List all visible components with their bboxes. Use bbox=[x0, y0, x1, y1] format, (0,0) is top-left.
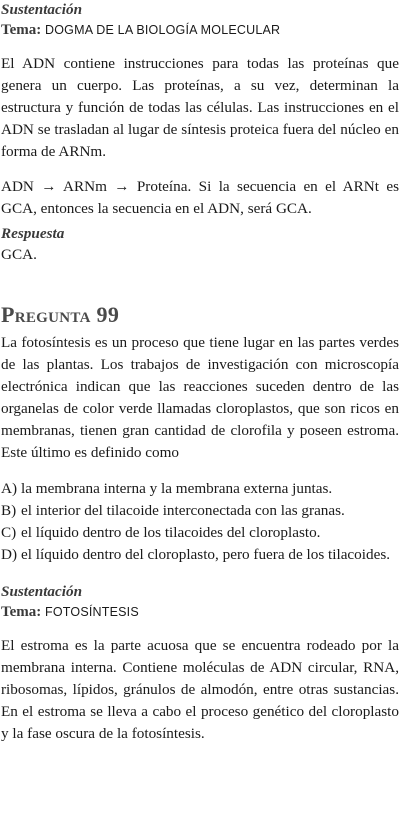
options-list bbox=[1, 478, 399, 566]
respuesta-heading: Respuesta bbox=[1, 225, 65, 242]
option-text: el líquido dentro del cloroplasto, pero fuera de los tilacoides. bbox=[21, 546, 391, 563]
option-c bbox=[1, 522, 399, 544]
question-text: La fotosíntesis es un proceso que tiene lugar en las partes verdes de las plantas. Los trabajos de investigación con microscopía electrónica indican que las reacciones suceden dentro de las organelas de color verde llamadas cloroplastos, que son ricos en membranas, tienen gran cantidad de clorofila y poseen estroma. Este último es definido como bbox=[1, 334, 399, 461]
option-letter: D) bbox=[1, 546, 18, 563]
option-d bbox=[1, 544, 399, 566]
tema-value: DOGMA DE LA BIOLOGÍA MOLECULAR bbox=[45, 23, 281, 37]
tema-line-2 bbox=[1, 602, 399, 622]
question-title: Pregunta 99 bbox=[1, 302, 120, 327]
option-text: la membrana interna y la membrana externa juntas. bbox=[21, 480, 333, 497]
sustentacion-paragraph-3: El estroma es la parte acuosa que se encuentra rodeado por la membrana interna. Contiene moléculas de ADN circular, RNA, ribosomas, lípidos, gránulos de almodón, entre otras sustancias. En el estroma se lleva a cabo el proceso genético del cloroplasto y la fase oscura de la fotosíntesis. bbox=[1, 637, 399, 742]
respuesta-value: GCA. bbox=[1, 246, 37, 263]
sustentacion-heading: Sustentación bbox=[1, 1, 83, 18]
option-b bbox=[1, 500, 399, 522]
option-text: el interior del tilacoide interconectada con las granas. bbox=[21, 502, 345, 519]
sustentacion-paragraph: El ADN contiene instrucciones para todas las proteínas que genera un cuerpo. Las proteínas, a su vez, determinan la estructura y función de todas las células. Las instrucciones en el ADN se trasladan al lugar de síntesis proteica fuera del núcleo en forma de ARNm. bbox=[1, 55, 399, 160]
option-letter: C) bbox=[1, 524, 17, 541]
option-text: el líquido dentro de los tilacoides del cloroplasto. bbox=[21, 524, 321, 541]
tema-value-2: FOTOSÍNTESIS bbox=[45, 605, 139, 619]
tema-label: Tema: bbox=[1, 22, 42, 38]
tema-label-2: Tema: bbox=[1, 604, 42, 620]
sustentacion-heading-2: Sustentación bbox=[1, 583, 83, 600]
option-a bbox=[1, 478, 399, 500]
option-letter: B) bbox=[1, 502, 17, 519]
option-letter: A) bbox=[1, 480, 18, 497]
sustentacion-paragraph-2: ADN → ARNm → Proteína. Si la secuencia en el ARNt es GCA, entonces la secuencia en el ADN, será GCA. bbox=[1, 178, 399, 217]
tema-line bbox=[1, 20, 399, 40]
